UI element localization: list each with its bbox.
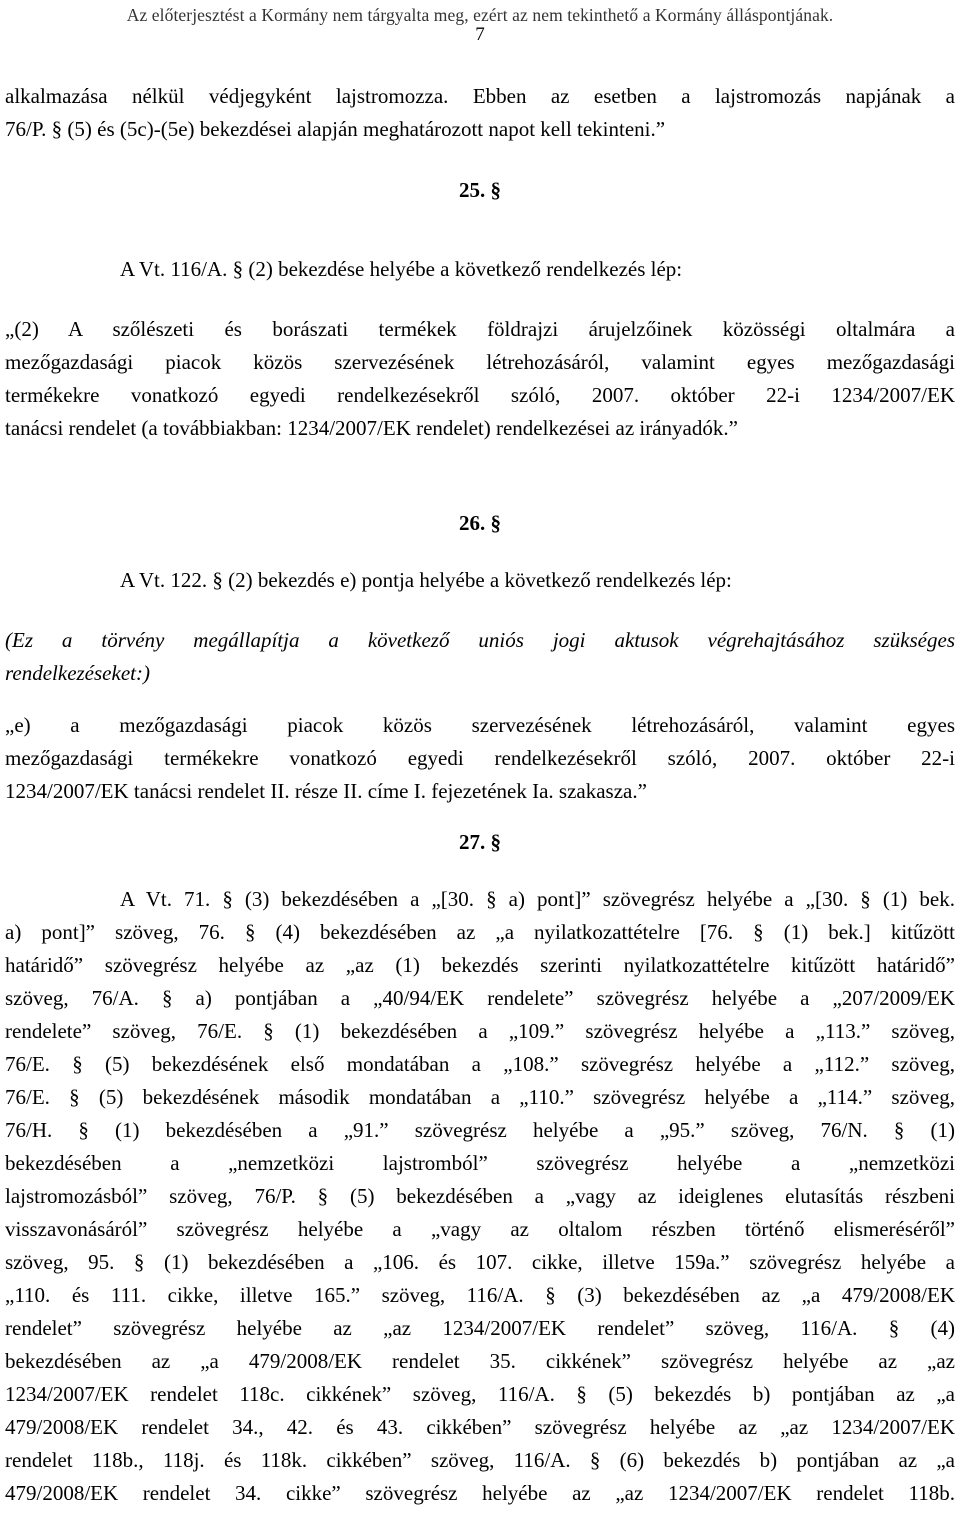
text-line: bekezdésében az „a 479/2008/EK rendelet 35. cikkének” szövegrész helyébe az „az — [5, 1349, 955, 1373]
text-line: mezőgazdasági termékekre vonatkozó egyedi rendelkezésekről szóló, 2007. október 22-i — [5, 746, 955, 770]
text-line: rendelet 118b., 118j. és 118k. cikkében” szöveg, 116/A. § (6) bekezdés b) pontjában az „a — [5, 1448, 955, 1472]
text-line: alkalmazása nélkül védjegyként lajstromozza. Ebben az esetben a lajstromozás napjának a — [5, 84, 955, 108]
text-line: visszavonásáról” szövegrész helyébe a „vagy az oltalom részben történő elismeréséről” — [5, 1217, 955, 1241]
header-notice: Az előterjesztést a Kormány nem tárgyalta meg, ezért az nem tekinthető a Kormány álláspontjának. — [126, 5, 834, 25]
section-26-heading: 26. § — [459, 511, 501, 535]
text-line: 479/2008/EK rendelet 34. cikke” szövegrész helyébe az „az 1234/2007/EK rendelet 118b. — [5, 1481, 955, 1505]
text-line: „110. és 111. cikke, illetve 165.” szöveg, 116/A. § (3) bekezdésében az „a 479/2008/EK — [5, 1283, 955, 1307]
text-line: mezőgazdasági piacok közös szervezésének létrehozásáról, valamint egyes mezőgazdasági — [5, 350, 955, 374]
text-line: 76/H. § (1) bekezdésében a „91.” szövegrész helyébe a „95.” szöveg, 76/N. § (1) — [5, 1118, 955, 1142]
intro-paragraph — [5, 80, 955, 146]
text-line: 1234/2007/EK tanácsi rendelet II. része II. címe I. fejezetének Ia. szakasza.” — [5, 779, 647, 803]
text-line: tanácsi rendelet (a továbbiakban: 1234/2007/EK rendelet) rendelkezései az irányadók.” — [5, 416, 738, 440]
text-line: bekezdésében a „nemzetközi lajstromból” szövegrész helyébe a „nemzetközi — [5, 1151, 955, 1175]
text-line: „e) a mezőgazdasági piacok közös szervezésének létrehozásáról, valamint egyes — [5, 713, 955, 737]
text-line: termékekre vonatkozó egyedi rendelkezésekről szóló, 2007. október 22-i 1234/2007/EK — [5, 383, 955, 407]
text-line: 76/E. § (5) bekezdésének második mondatában a „110.” szövegrész helyébe a „114.” szöveg, — [5, 1085, 955, 1109]
section-25-heading: 25. § — [459, 178, 501, 202]
section-26-quote — [5, 709, 955, 808]
text-line: szöveg, 95. § (1) bekezdésében a „106. és 107. cikke, illetve 159a.” szövegrész helyébe a — [5, 1250, 955, 1274]
text-line: A Vt. 71. § (3) bekezdésében a „[30. § a) pont]” szövegrész helyébe a „[30. § (1) bek. — [120, 887, 955, 911]
text-line: határidő” szövegrész helyébe az „az (1) bekezdés szerinti nyilatkozattételre kitűzött határidő” — [5, 953, 955, 977]
text-line: 479/2008/EK rendelet 34., 42. és 43. cikkében” szövegrész helyébe az „az 1234/2007/EK — [5, 1415, 955, 1439]
text-line: lajstromozásból” szöveg, 76/P. § (5) bekezdésében a „vagy az ideiglenes elutasítás részbeni — [5, 1184, 955, 1208]
section-25-quote — [5, 313, 955, 445]
text-line: szöveg, 76/A. § a) pontjában a „40/94/EK rendelete” szövegrész helyébe a „207/2009/EK — [5, 986, 955, 1010]
text-line: rendelete” szöveg, 76/E. § (1) bekezdésében a „109.” szövegrész helyébe a „113.” szöveg, — [5, 1019, 955, 1043]
section-26-lead: A Vt. 122. § (2) bekezdés e) pontja helyébe a következő rendelkezés lép: — [120, 568, 732, 592]
section-25-lead: A Vt. 116/A. § (2) bekezdése helyébe a következő rendelkezés lép: — [120, 257, 683, 281]
section-27-body — [5, 883, 955, 1510]
text-line: rendelkezéseket:) — [5, 661, 150, 685]
page-number: 7 — [475, 24, 485, 45]
section-27-heading: 27. § — [459, 830, 501, 854]
text-line: (Ez a törvény megállapítja a következő uniós jogi aktusok végrehajtásához szükséges — [5, 628, 955, 652]
text-line: a) pont]” szöveg, 76. § (4) bekezdésében az „a nyilatkozattételre [76. § (1) bek.] kitűzött — [5, 920, 955, 944]
text-line: 76/E. § (5) bekezdésének első mondatában a „108.” szövegrész helyébe a „112.” szöveg, — [5, 1052, 955, 1076]
text-line: rendelet” szövegrész helyébe az „az 1234/2007/EK rendelet” szöveg, 116/A. § (4) — [5, 1316, 955, 1340]
text-line: 1234/2007/EK rendelet 118c. cikkének” szöveg, 116/A. § (5) bekezdés b) pontjában az „a — [5, 1382, 955, 1406]
text-line: „(2) A szőlészeti és borászati termékek földrajzi árujelzőinek közösségi oltalmára a — [5, 317, 955, 341]
text-line: 76/P. § (5) és (5c)-(5e) bekezdései alapján meghatározott napot kell tekinteni.” — [5, 117, 666, 141]
section-26-italic-context — [5, 624, 955, 690]
